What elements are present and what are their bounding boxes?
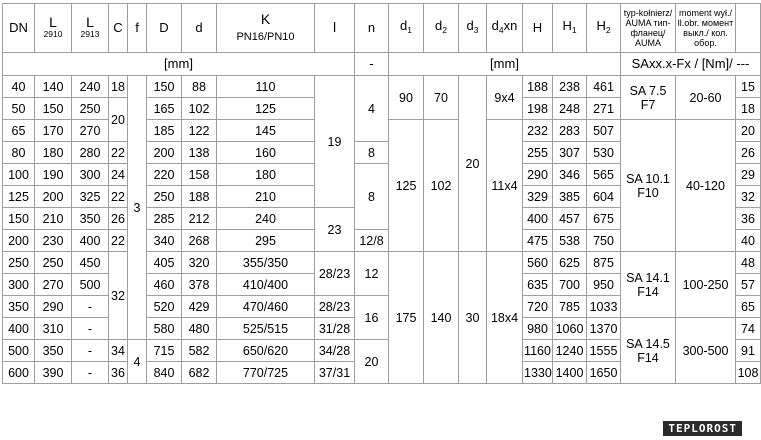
cell-d: 682 [182, 362, 217, 384]
cell-dn: 500 [3, 340, 35, 362]
cell-l2913: - [72, 318, 109, 340]
header-H1-sub: 1 [571, 25, 577, 35]
cell-D: 165 [147, 98, 182, 120]
header-H2-base: H [596, 18, 606, 33]
cell-dn: 100 [3, 164, 35, 186]
cell-D: 185 [147, 120, 182, 142]
cell-dn: 125 [3, 186, 35, 208]
cell-D: 150 [147, 76, 182, 98]
cell-n-4: 4 [355, 76, 389, 142]
cell-d: 188 [182, 186, 217, 208]
cell-H2: 1555 [587, 340, 621, 362]
cell-dn: 65 [3, 120, 35, 142]
cell-l2913: 250 [72, 98, 109, 120]
cell-l2913: 240 [72, 76, 109, 98]
cell-d: 268 [182, 230, 217, 252]
cell-H: 980 [523, 318, 553, 340]
cell-k: 125 [217, 98, 315, 120]
cell-d: 378 [182, 274, 217, 296]
cell-H1: 700 [553, 274, 587, 296]
cell-l2913: 280 [72, 142, 109, 164]
cell-H2: 565 [587, 164, 621, 186]
cell-l2913: 325 [72, 186, 109, 208]
header-extra [736, 4, 761, 53]
cell-D: 460 [147, 274, 182, 296]
cell-d: 429 [182, 296, 217, 318]
cell-extra: 18 [736, 98, 761, 120]
cell-n-12: 12 [355, 252, 389, 296]
cell-d4-9x4: 9x4 [487, 76, 523, 120]
cell-c: 34 [109, 340, 128, 362]
cell-d: 212 [182, 208, 217, 230]
header-c: C [109, 4, 128, 53]
header-row [3, 4, 761, 53]
cell-dn: 400 [3, 318, 35, 340]
cell-c: 22 [109, 186, 128, 208]
header-d4-sub: 4 [498, 25, 504, 35]
cell-c: 22 [109, 230, 128, 252]
cell-d: 122 [182, 120, 217, 142]
cell-H: 1160 [523, 340, 553, 362]
cell-moment-20-60: 20-60 [676, 76, 736, 120]
cell-H: 188 [523, 76, 553, 98]
cell-l2913: 400 [72, 230, 109, 252]
cell-H2: 875 [587, 252, 621, 274]
cell-k: 210 [217, 186, 315, 208]
cell-moment-40-120: 40-120 [676, 120, 736, 252]
cell-d3-30: 30 [459, 252, 487, 384]
cell-moment-300-500: 300-500 [676, 318, 736, 384]
cell-l2913: 450 [72, 252, 109, 274]
cell-extra: 108 [736, 362, 761, 384]
cell-D: 200 [147, 142, 182, 164]
cell-d: 102 [182, 98, 217, 120]
cell-d: 138 [182, 142, 217, 164]
cell-l2913: - [72, 340, 109, 362]
cell-l2910: 140 [35, 76, 72, 98]
cell-sa-10-1: SA 10.1 F10 [621, 120, 676, 252]
header-d4-suffix: xn [503, 18, 518, 33]
cell-extra: 32 [736, 186, 761, 208]
cell-H1: 307 [553, 142, 587, 164]
cell-l2910: 250 [35, 252, 72, 274]
cell-H: 198 [523, 98, 553, 120]
cell-c: 26 [109, 208, 128, 230]
header-k [217, 4, 315, 53]
cell-k: 180 [217, 164, 315, 186]
cell-d: 582 [182, 340, 217, 362]
cell-H2: 507 [587, 120, 621, 142]
cell-extra: 40 [736, 230, 761, 252]
cell-k: 770/725 [217, 362, 315, 384]
cell-H1: 457 [553, 208, 587, 230]
cell-dn: 40 [3, 76, 35, 98]
cell-n-12-8: 12/8 [355, 230, 389, 252]
cell-l2910: 310 [35, 318, 72, 340]
cell-extra: 57 [736, 274, 761, 296]
units-sa: SAxx.x-Fx / [Nm]/ --- [621, 53, 761, 76]
cell-extra: 74 [736, 318, 761, 340]
cell-sa-7-5: SA 7.5 F7 [621, 76, 676, 120]
units-dash: - [355, 53, 389, 76]
cell-d: 88 [182, 76, 217, 98]
cell-c: 18 [109, 76, 128, 98]
cell-D: 840 [147, 362, 182, 384]
header-d2-sub: 2 [442, 25, 447, 35]
header-D: D [147, 4, 182, 53]
header-l2910-sub: 2910 [43, 29, 63, 39]
header-d4xn [487, 4, 523, 53]
cell-l-37-31: 37/31 [315, 362, 355, 384]
header-d3-sub: 3 [473, 25, 479, 35]
cell-k: 160 [217, 142, 315, 164]
header-pn-label: PN16/PN10 [236, 31, 295, 43]
cell-f-3: 3 [128, 76, 147, 340]
cell-d: 320 [182, 252, 217, 274]
cell-H1: 248 [553, 98, 587, 120]
cell-l-34-28: 34/28 [315, 340, 355, 362]
units-mm-right: [mm] [389, 53, 621, 76]
header-d1-sub: 1 [407, 25, 412, 35]
cell-D: 250 [147, 186, 182, 208]
header-H1 [553, 4, 587, 53]
header-d1 [389, 4, 424, 53]
cell-H1: 1400 [553, 362, 587, 384]
header-d3 [459, 4, 487, 53]
cell-H1: 238 [553, 76, 587, 98]
cell-l-28-23a: 28/23 [315, 252, 355, 296]
header-d4-base: d [491, 18, 499, 33]
cell-l2910: 270 [35, 274, 72, 296]
cell-D: 405 [147, 252, 182, 274]
cell-n-8a: 8 [355, 142, 389, 164]
cell-H: 290 [523, 164, 553, 186]
cell-H1: 538 [553, 230, 587, 252]
cell-c: 24 [109, 164, 128, 186]
cell-d1-90: 90 [389, 76, 424, 120]
cell-H: 1330 [523, 362, 553, 384]
cell-l-19: 19 [315, 76, 355, 208]
cell-extra: 91 [736, 340, 761, 362]
cell-c-32: 32 [109, 252, 128, 340]
cell-l-23: 23 [315, 208, 355, 252]
cell-H1: 1060 [553, 318, 587, 340]
header-l-letter: l [332, 19, 337, 35]
header-l2910-letter: L [49, 14, 57, 30]
header-d2 [424, 4, 459, 53]
table-row [3, 76, 761, 98]
cell-l2913: - [72, 296, 109, 318]
cell-H: 400 [523, 208, 553, 230]
header-H: H [523, 4, 553, 53]
cell-H: 475 [523, 230, 553, 252]
cell-l2910: 190 [35, 164, 72, 186]
cell-moment-100-250: 100-250 [676, 252, 736, 318]
header-l2913 [72, 4, 109, 53]
header-H1-base: H [562, 18, 572, 33]
cell-H: 329 [523, 186, 553, 208]
cell-d1-175: 175 [389, 252, 424, 384]
header-H2 [587, 4, 621, 53]
cell-k: 470/460 [217, 296, 315, 318]
header-n: n [355, 4, 389, 53]
cell-extra: 36 [736, 208, 761, 230]
cell-n-8b: 8 [355, 164, 389, 230]
cell-l2913: 270 [72, 120, 109, 142]
cell-d2-70: 70 [424, 76, 459, 120]
cell-l-31-28: 31/28 [315, 318, 355, 340]
header-flange-type: typ-kołnierz/ AUMA тип-фланец/ AUMA [621, 4, 676, 53]
cell-k: 525/515 [217, 318, 315, 340]
cell-dn: 350 [3, 296, 35, 318]
cell-k: 240 [217, 208, 315, 230]
cell-l2913: 350 [72, 208, 109, 230]
cell-H2: 461 [587, 76, 621, 98]
cell-k: 355/350 [217, 252, 315, 274]
cell-H2: 750 [587, 230, 621, 252]
cell-H1: 346 [553, 164, 587, 186]
cell-l2913: - [72, 362, 109, 384]
header-l2913-sub: 2913 [80, 29, 100, 39]
cell-dn: 300 [3, 274, 35, 296]
cell-H2: 271 [587, 98, 621, 120]
cell-d4-18x4: 18x4 [487, 252, 523, 384]
cell-l2910: 180 [35, 142, 72, 164]
cell-c: 36 [109, 362, 128, 384]
cell-d: 158 [182, 164, 217, 186]
cell-H2: 950 [587, 274, 621, 296]
cell-l2913: 300 [72, 164, 109, 186]
cell-n-16: 16 [355, 296, 389, 340]
header-dn: DN [3, 4, 35, 53]
cell-dn: 150 [3, 208, 35, 230]
cell-D: 715 [147, 340, 182, 362]
cell-H2: 530 [587, 142, 621, 164]
cell-H: 560 [523, 252, 553, 274]
cell-d4-11x4: 11x4 [487, 120, 523, 252]
cell-k: 145 [217, 120, 315, 142]
units-mm-left: [mm] [3, 53, 355, 76]
cell-D: 580 [147, 318, 182, 340]
cell-c-20: 20 [109, 98, 128, 142]
cell-sa-14-1: SA 14.1 F14 [621, 252, 676, 318]
cell-D: 520 [147, 296, 182, 318]
header-d2-base: d [435, 18, 443, 33]
cell-H: 720 [523, 296, 553, 318]
cell-n-20: 20 [355, 340, 389, 384]
cell-c: 22 [109, 142, 128, 164]
table-row [3, 252, 761, 274]
cell-D: 220 [147, 164, 182, 186]
header-d3-base: d [466, 18, 474, 33]
header-l [315, 4, 355, 53]
units-row [3, 53, 761, 76]
cell-l2910: 200 [35, 186, 72, 208]
cell-dn: 200 [3, 230, 35, 252]
cell-extra: 65 [736, 296, 761, 318]
cell-H1: 283 [553, 120, 587, 142]
cell-extra: 15 [736, 76, 761, 98]
header-l2913-letter: L [86, 14, 94, 30]
cell-extra: 26 [736, 142, 761, 164]
header-d1-base: d [400, 18, 408, 33]
cell-H: 232 [523, 120, 553, 142]
cell-d2-140: 140 [424, 252, 459, 384]
cell-l2910: 210 [35, 208, 72, 230]
cell-dn: 250 [3, 252, 35, 274]
header-l2910 [35, 4, 72, 53]
cell-H2: 1033 [587, 296, 621, 318]
cell-H2: 675 [587, 208, 621, 230]
cell-d: 480 [182, 318, 217, 340]
cell-d2-102: 102 [424, 120, 459, 252]
cell-l-28-23b: 28/23 [315, 296, 355, 318]
cell-d3-20: 20 [459, 76, 487, 252]
cell-l2910: 150 [35, 98, 72, 120]
cell-H2: 604 [587, 186, 621, 208]
cell-extra: 20 [736, 120, 761, 142]
cell-H: 255 [523, 142, 553, 164]
cell-H1: 625 [553, 252, 587, 274]
cell-f-4: 4 [128, 340, 147, 384]
cell-H: 635 [523, 274, 553, 296]
cell-H1: 785 [553, 296, 587, 318]
header-moment: moment wył./ ll.obr. момент выкл./ кол. обор. [676, 4, 736, 53]
dimensions-table [2, 3, 761, 384]
cell-l2913: 500 [72, 274, 109, 296]
cell-D: 340 [147, 230, 182, 252]
cell-H1: 1240 [553, 340, 587, 362]
cell-extra: 48 [736, 252, 761, 274]
cell-D: 285 [147, 208, 182, 230]
cell-k: 295 [217, 230, 315, 252]
cell-H1: 385 [553, 186, 587, 208]
cell-H2: 1370 [587, 318, 621, 340]
cell-H2: 1650 [587, 362, 621, 384]
header-k-letter: K [260, 11, 271, 27]
cell-d1-125: 125 [389, 120, 424, 252]
watermark: TEPLOROST [663, 421, 742, 436]
header-f: f [128, 4, 147, 53]
cell-dn: 50 [3, 98, 35, 120]
cell-sa-14-5: SA 14.5 F14 [621, 318, 676, 384]
cell-k: 410/400 [217, 274, 315, 296]
cell-l2910: 350 [35, 340, 72, 362]
cell-k: 110 [217, 76, 315, 98]
header-d: d [182, 4, 217, 53]
cell-k: 650/620 [217, 340, 315, 362]
cell-dn: 80 [3, 142, 35, 164]
cell-l2910: 170 [35, 120, 72, 142]
cell-dn: 600 [3, 362, 35, 384]
cell-l2910: 290 [35, 296, 72, 318]
header-H2-sub: 2 [605, 25, 611, 35]
cell-l2910: 390 [35, 362, 72, 384]
cell-l2910: 230 [35, 230, 72, 252]
cell-extra: 29 [736, 164, 761, 186]
